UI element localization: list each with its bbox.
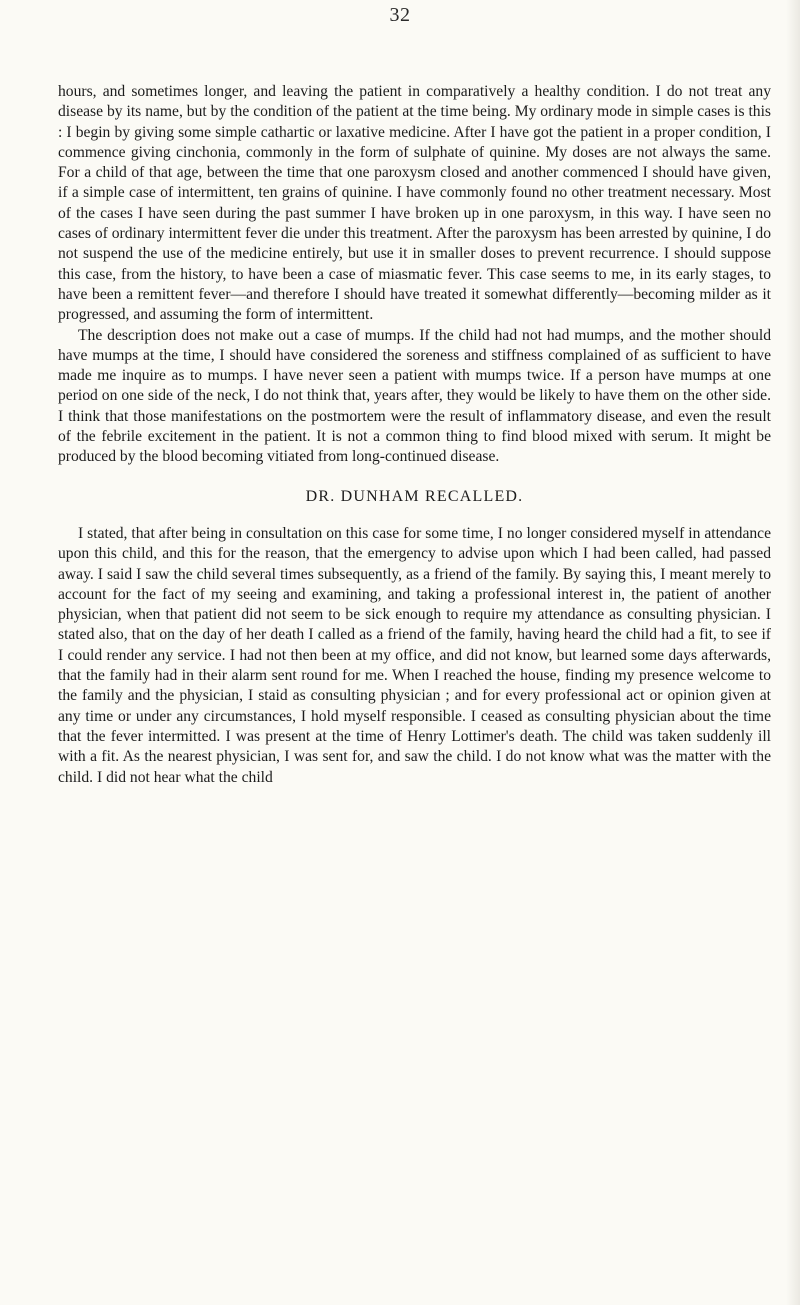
paragraph-1: hours, and sometimes longer, and leaving the patient in comparatively a healthy condition. I do not treat any disease by its name, but by the condition of the patient at the time being. My ordinary mode in simple cases is this : I begin by giving some simple cathartic or laxative medicine. After I have got the patient in a proper condition, I commence giving cinchonia, commonly in the form of sulphate of quinine. My doses are not always the same. For a child of that age, between the time that one paroxysm closed and another commenced I should have given, if a simple case of intermittent, ten grains of quinine. I have commonly found no other treatment necessary. Most of the cases I have seen during the past summer I have broken up in one paroxysm, in this way. I have seen no cases of ordinary intermittent fever die under this treatment. After the paroxysm has been arrested by quinine, I do not suspend the use of the medicine entirely, but use it in smaller doses to prevent recurrence. I should suppose this case, from the history, to have been a case of miasmatic fever. This case seems to me, in its early stages, to have been a remittent fever—and therefore I should have treated it somewhat differently—becoming milder as it progressed, and assuming the form of intermittent. (58, 83, 771, 324)
paragraph-2: The description does not make out a case of mumps. If the child had not had mumps, and the mother should have mumps at the time, I should have considered the soreness and stiffness complained of as sufficient to have made me inquire as to mumps. I have never seen a patient with mumps twice. If a person have mumps at one period on one side of the neck, I do not think that, years after, they would be likely to have them on the other side. I think that those manifestations on the postmortem were the result of inflammatory disease, and even the result of the febrile excitement in the patient. It is not a common thing to find blood mixed with serum. It might be produced by the blood becoming vitiated from long-continued disease. (58, 326, 771, 466)
page-edge-shadow (786, 0, 800, 1305)
paragraph-3: I stated, that after being in consultation on this case for some time, I no longer considered myself in attendance upon this child, and this for the reason, that the emergency to advise upon which I had been called, had passed away. I said I saw the child several times subsequently, as a friend of the family. By saying this, I meant merely to account for the fact of my seeing and examining, and taking a professional interest in, the patient of another physician, when that patient did not seem to be sick enough to require my attendance as consulting physician. I stated also, that on the day of her death I called as a friend of the family, having heard the child had a fit, to see if I could render any service. I had not then been at my office, and did not know, but learned some days afterwards, that the family had in their alarm sent round for me. When I reached the house, finding my presence welcome to the family and the physician, I staid as consulting physician ; and for every professional act or opinion given at any time or under any circumstances, I hold myself responsible. I ceased as consulting physician about the time that the fever intermitted. I was present at the time of Henry Lottimer's death. The child was taken suddenly ill with a fit. As the nearest physician, I was sent for, and saw the child. I do not know what was the matter with the child. I did not hear what the child (58, 524, 771, 786)
page-number: 32 (389, 4, 411, 26)
section-heading: DR. DUNHAM RECALLED. (305, 487, 524, 505)
page-body-text (58, 82, 771, 788)
